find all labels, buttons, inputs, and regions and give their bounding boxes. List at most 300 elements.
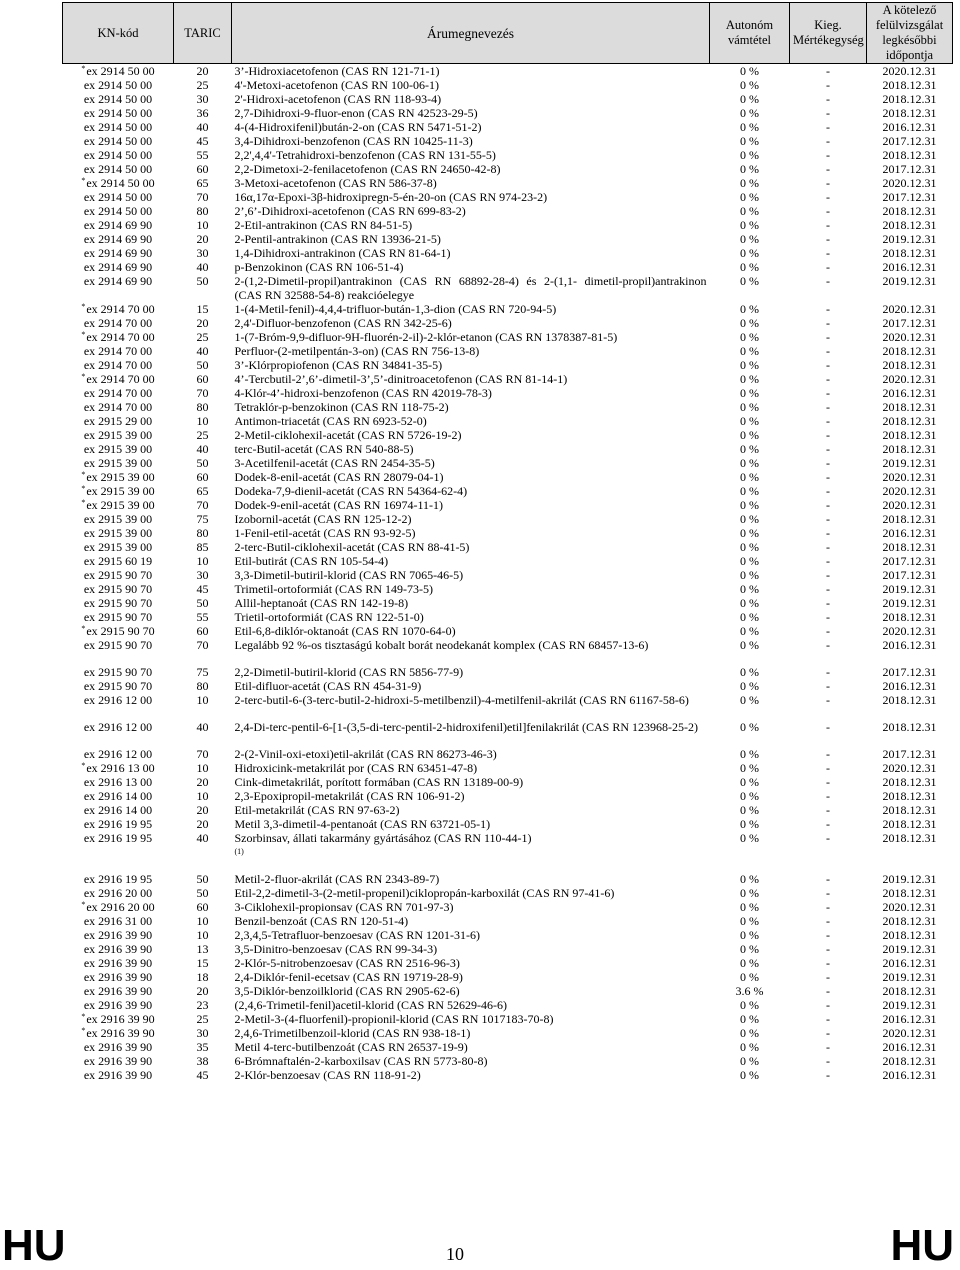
review-date: 2020.12.31 — [882, 176, 937, 190]
taric-code: 70 — [196, 638, 209, 652]
duty-rate: 0 % — [740, 330, 759, 344]
table-row — [63, 817, 953, 831]
product-description: 3,4-Dihidroxi-benzofenon (CAS RN 10425-11-3) — [234, 134, 473, 148]
cn-code-cell — [63, 302, 174, 316]
cn-code-cell — [63, 928, 174, 942]
table-row — [63, 886, 953, 900]
cn-code: ex 2916 39 90 — [86, 1026, 155, 1040]
cn-code: ex 2916 14 00 — [83, 789, 153, 803]
product-description-cell — [232, 316, 710, 330]
duty-rate: 0 % — [740, 761, 759, 775]
product-description-cell — [232, 775, 710, 789]
review-date: 2020.12.31 — [882, 372, 937, 386]
cn-code-cell — [63, 610, 174, 624]
cn-code: ex 2916 39 90 — [83, 942, 153, 956]
product-description-cell — [232, 176, 710, 190]
duty-rate: 0 % — [740, 190, 759, 204]
table-row — [63, 775, 953, 789]
cn-code-cell — [63, 747, 174, 761]
taric-code: 40 — [196, 720, 209, 734]
supplementary-unit: - — [826, 872, 830, 886]
cn-code-cell — [63, 1068, 174, 1082]
duty-rate: 0 % — [740, 720, 759, 734]
cn-code: ex 2914 69 90 — [83, 232, 153, 246]
product-description-cell — [232, 900, 710, 914]
review-date: 2020.12.31 — [882, 761, 937, 775]
row-spacer-cell — [63, 734, 953, 747]
product-description: Etil-6,8-diklór-oktanoát (CAS RN 1070-64-0) — [234, 624, 456, 638]
cn-code: ex 2916 39 90 — [83, 970, 153, 984]
product-description: Etil-metakrilát (CAS RN 97-63-2) — [234, 803, 400, 817]
review-date: 2018.12.31 — [882, 720, 937, 734]
supplementary-unit: - — [826, 232, 830, 246]
supplementary-unit: - — [826, 914, 830, 928]
taric-code: 80 — [196, 400, 209, 414]
product-description-cell — [232, 1054, 710, 1068]
cn-code: ex 2914 50 00 — [86, 176, 155, 190]
taric-code: 50 — [196, 872, 209, 886]
cn-code: ex 2915 39 00 — [83, 442, 153, 456]
change-marker: * — [81, 470, 86, 479]
cn-code-cell — [63, 665, 174, 679]
cn-code-cell — [63, 162, 174, 176]
table-row — [63, 928, 953, 942]
taric-code: 10 — [196, 928, 209, 942]
duty-rate: 0 % — [740, 316, 759, 330]
supplementary-unit: - — [826, 176, 830, 190]
review-date: 2020.12.31 — [882, 1026, 937, 1040]
taric-code: 15 — [196, 956, 209, 970]
table-row — [63, 442, 953, 456]
cn-code: ex 2914 70 00 — [83, 316, 153, 330]
review-date: 2017.12.31 — [882, 568, 937, 582]
supplementary-unit: - — [826, 106, 830, 120]
cn-code-cell — [63, 789, 174, 803]
product-description: 4’-Tercbutil-2’,6’-dimetil-3’,5’-dinitroacetofenon (CAS RN 81-14-1) — [234, 372, 568, 386]
duty-rate: 0 % — [740, 358, 759, 372]
product-description: Antimon-triacetát (CAS RN 6923-52-0) — [234, 414, 427, 428]
duty-rate: 0 % — [740, 134, 759, 148]
table-row — [63, 204, 953, 218]
duty-rate: 0 % — [740, 372, 759, 386]
taric-code: 75 — [196, 665, 209, 679]
product-description-cell — [232, 512, 710, 526]
cn-code: ex 2915 39 00 — [86, 470, 155, 484]
product-description: 2-(1,2-Dimetil-propil)antrakinon (CAS RN 68892-28-4) és 2-(1,1- dimetil-propil)antrakinon (CAS RN 32588-54-8) reakcióelegye — [234, 274, 707, 302]
duty-rate: 0 % — [740, 428, 759, 442]
review-date: 2018.12.31 — [882, 610, 937, 624]
taric-code: 20 — [196, 984, 209, 998]
table-row — [63, 624, 953, 638]
review-date: 2018.12.31 — [882, 540, 937, 554]
supplementary-unit: - — [826, 942, 830, 956]
duty-rate: 0 % — [740, 970, 759, 984]
review-date: 2018.12.31 — [882, 92, 937, 106]
product-description-cell — [232, 1040, 710, 1054]
taric-code: 60 — [196, 162, 209, 176]
change-marker: * — [81, 64, 86, 73]
table-row — [63, 540, 953, 554]
cn-code: ex 2915 90 70 — [83, 665, 153, 679]
taric-code: 65 — [196, 484, 209, 498]
cn-code-cell — [63, 204, 174, 218]
product-description-cell — [232, 886, 710, 900]
product-description: Etil-butirát (CAS RN 105-54-4) — [234, 554, 389, 568]
table-row — [63, 596, 953, 610]
taric-code: 40 — [196, 831, 209, 845]
taric-code: 20 — [196, 64, 209, 78]
change-marker: * — [81, 372, 86, 381]
supplementary-unit: - — [826, 596, 830, 610]
duty-rate: 0 % — [740, 610, 759, 624]
table-row — [63, 316, 953, 330]
supplementary-unit: - — [826, 218, 830, 232]
product-description-cell — [232, 120, 710, 134]
duty-rate: 0 % — [740, 942, 759, 956]
table-row — [63, 372, 953, 386]
product-description: Metil 3,3-dimetil-4-pentanoát (CAS RN 63721-05-1) — [234, 817, 491, 831]
cn-code-cell — [63, 232, 174, 246]
product-description: Trietil-ortoformiát (CAS RN 122-51-0) — [234, 610, 424, 624]
review-date: 2016.12.31 — [882, 956, 937, 970]
supplementary-unit: - — [826, 610, 830, 624]
row-spacer — [63, 652, 953, 665]
cn-code: ex 2914 69 90 — [83, 260, 153, 274]
cn-code: ex 2916 19 95 — [83, 831, 153, 845]
change-marker: * — [81, 484, 86, 493]
duty-rate: 0 % — [740, 64, 759, 78]
supplementary-unit: - — [826, 190, 830, 204]
review-date: 2020.12.31 — [882, 64, 937, 78]
taric-code: 15 — [196, 302, 209, 316]
product-description-cell — [232, 956, 710, 970]
duty-rate: 0 % — [740, 803, 759, 817]
taric-code: 50 — [196, 886, 209, 900]
cn-code-cell — [63, 106, 174, 120]
product-description: 2'-Hidroxi-acetofenon (CAS RN 118-93-4) — [234, 92, 442, 106]
taric-code: 70 — [196, 498, 209, 512]
supplementary-unit: - — [826, 274, 830, 288]
column-header-rate: Autonóm vámtétel — [710, 3, 790, 64]
supplementary-unit: - — [826, 789, 830, 803]
product-description-cell — [232, 998, 710, 1012]
product-description-cell — [232, 638, 710, 652]
table-row — [63, 831, 953, 859]
duty-rate: 0 % — [740, 204, 759, 218]
supplementary-unit: - — [826, 984, 830, 998]
product-description: Benzil-benzoát (CAS RN 120-51-4) — [234, 914, 409, 928]
table-row — [63, 914, 953, 928]
taric-code: 18 — [196, 970, 209, 984]
table-body — [63, 64, 953, 1083]
product-description-cell — [232, 554, 710, 568]
review-date: 2017.12.31 — [882, 316, 937, 330]
taric-code: 10 — [196, 554, 209, 568]
product-description-cell — [232, 568, 710, 582]
supplementary-unit: - — [826, 970, 830, 984]
cn-code-cell — [63, 218, 174, 232]
product-description: 2-(2-Vinil-oxi-etoxi)etil-akrilát (CAS RN 86273-46-3) — [234, 747, 497, 761]
cn-code: ex 2915 90 70 — [83, 638, 153, 652]
supplementary-unit: - — [826, 204, 830, 218]
table-row — [63, 720, 953, 734]
taric-code: 10 — [196, 414, 209, 428]
row-spacer — [63, 707, 953, 720]
table-row — [63, 274, 953, 302]
cn-code: ex 2916 39 90 — [83, 1054, 153, 1068]
cn-code: ex 2914 50 00 — [83, 162, 153, 176]
duty-rate: 0 % — [740, 679, 759, 693]
taric-code: 25 — [196, 78, 209, 92]
supplementary-unit: - — [826, 803, 830, 817]
cn-code-cell — [63, 246, 174, 260]
cn-code: ex 2914 50 00 — [86, 64, 155, 78]
supplementary-unit: - — [826, 693, 830, 707]
cn-code-cell — [63, 400, 174, 414]
table-row — [63, 1068, 953, 1082]
product-description-cell — [232, 789, 710, 803]
duty-rate: 0 % — [740, 246, 759, 260]
cn-code: ex 2915 90 70 — [83, 610, 153, 624]
supplementary-unit: - — [826, 316, 830, 330]
product-description-cell — [232, 484, 710, 498]
cn-code: ex 2914 69 90 — [83, 246, 153, 260]
cn-code: ex 2916 12 00 — [83, 747, 153, 761]
taric-code: 20 — [196, 775, 209, 789]
product-description: 1-(7-Bróm-9,9-difluor-9H-fluorén-2-il)-2-klór-etanon (CAS RN 1378387-81-5) — [234, 330, 618, 344]
duty-rate: 0 % — [740, 914, 759, 928]
cn-code-cell — [63, 456, 174, 470]
supplementary-unit: - — [826, 330, 830, 344]
taric-code: 20 — [196, 316, 209, 330]
cn-code: ex 2914 50 00 — [83, 92, 153, 106]
product-description-cell — [232, 260, 710, 274]
product-description: 4-(4-Hidroxifenil)bután-2-on (CAS RN 5471-51-2) — [234, 120, 482, 134]
table-row — [63, 610, 953, 624]
product-description: p-Benzokinon (CAS RN 106-51-4) — [234, 260, 404, 274]
duty-rate: 0 % — [740, 554, 759, 568]
table-row — [63, 761, 953, 775]
product-description: 6-Brómnaftalén-2-karboxilsav (CAS RN 5773-80-8) — [234, 1054, 488, 1068]
product-description: 2-Metil-ciklohexil-acetát (CAS RN 5726-19-2) — [234, 428, 462, 442]
change-marker: * — [81, 302, 86, 311]
product-description-cell — [232, 720, 710, 734]
cn-code-cell — [63, 900, 174, 914]
cn-code-cell — [63, 190, 174, 204]
taric-code: 13 — [196, 942, 209, 956]
cn-code: ex 2916 39 90 — [83, 998, 153, 1012]
taric-code: 70 — [196, 386, 209, 400]
taric-code: 20 — [196, 817, 209, 831]
supplementary-unit: - — [826, 498, 830, 512]
product-description-cell — [232, 540, 710, 554]
product-description-cell — [232, 78, 710, 92]
cn-code: ex 2914 69 90 — [83, 274, 153, 288]
table-row — [63, 120, 953, 134]
taric-code: 40 — [196, 120, 209, 134]
cn-code: ex 2916 39 90 — [83, 984, 153, 998]
product-description: 2-terc-Butil-ciklohexil-acetát (CAS RN 88-41-5) — [234, 540, 470, 554]
review-date: 2018.12.31 — [882, 78, 937, 92]
table-row — [63, 970, 953, 984]
duty-rate: 0 % — [740, 456, 759, 470]
product-description-cell — [232, 400, 710, 414]
review-date: 2017.12.31 — [882, 190, 937, 204]
cn-code-cell — [63, 761, 174, 775]
cn-code: ex 2915 90 70 — [83, 582, 153, 596]
review-date: 2019.12.31 — [882, 970, 937, 984]
review-date: 2018.12.31 — [882, 817, 937, 831]
cn-code: ex 2915 90 70 — [83, 596, 153, 610]
cn-code: ex 2915 39 00 — [83, 456, 153, 470]
supplementary-unit: - — [826, 260, 830, 274]
supplementary-unit: - — [826, 582, 830, 596]
review-date: 2018.12.31 — [882, 358, 937, 372]
cn-code: ex 2914 70 00 — [83, 344, 153, 358]
duty-rate: 0 % — [740, 900, 759, 914]
review-date: 2018.12.31 — [882, 512, 937, 526]
taric-code: 10 — [196, 218, 209, 232]
table-row — [63, 582, 953, 596]
table-row — [63, 900, 953, 914]
cn-code-cell — [63, 1054, 174, 1068]
cn-code-cell — [63, 330, 174, 344]
review-date: 2018.12.31 — [882, 1054, 937, 1068]
taric-code: 65 — [196, 176, 209, 190]
cn-code: ex 2914 50 00 — [83, 204, 153, 218]
review-date: 2018.12.31 — [882, 831, 937, 845]
product-description-cell — [232, 190, 710, 204]
supplementary-unit: - — [826, 1012, 830, 1026]
review-date: 2020.12.31 — [882, 484, 937, 498]
duty-rate: 0 % — [740, 442, 759, 456]
supplementary-unit: - — [826, 1026, 830, 1040]
cn-code-cell — [63, 596, 174, 610]
supplementary-unit: - — [826, 344, 830, 358]
product-description: Dodeka-7,9-dienil-acetát (CAS RN 54364-62-4) — [234, 484, 468, 498]
taric-code: 70 — [196, 190, 209, 204]
supplementary-unit: - — [826, 512, 830, 526]
supplementary-unit: - — [826, 428, 830, 442]
product-description: 2,4,6-Trimetilbenzoil-klorid (CAS RN 938-18-1) — [234, 1026, 471, 1040]
supplementary-unit: - — [826, 386, 830, 400]
duty-rate: 0 % — [740, 568, 759, 582]
cn-code-cell — [63, 942, 174, 956]
product-description-cell — [232, 246, 710, 260]
product-description-cell — [232, 470, 710, 484]
supplementary-unit: - — [826, 78, 830, 92]
duty-rate: 0 % — [740, 582, 759, 596]
review-date: 2020.12.31 — [882, 498, 937, 512]
product-description-cell — [232, 218, 710, 232]
review-date: 2018.12.31 — [882, 246, 937, 260]
taric-code: 35 — [196, 1040, 209, 1054]
supplementary-unit: - — [826, 900, 830, 914]
review-date: 2020.12.31 — [882, 624, 937, 638]
review-date: 2017.12.31 — [882, 747, 937, 761]
table-row — [63, 693, 953, 707]
taric-code: 10 — [196, 789, 209, 803]
product-description-cell — [232, 302, 710, 316]
review-date: 2019.12.31 — [882, 998, 937, 1012]
duty-rate: 0 % — [740, 1068, 759, 1082]
cn-code: ex 2914 50 00 — [83, 106, 153, 120]
cn-code-cell — [63, 386, 174, 400]
change-marker: * — [81, 1026, 86, 1035]
cn-code-cell — [63, 274, 174, 302]
duty-rate: 0 % — [740, 817, 759, 831]
row-spacer — [63, 859, 953, 872]
product-description: 1,4-Dihidroxi-antrakinon (CAS RN 81-64-1) — [234, 246, 451, 260]
review-date: 2019.12.31 — [882, 872, 937, 886]
supplementary-unit: - — [826, 665, 830, 679]
product-description-cell — [232, 984, 710, 998]
row-spacer-cell — [63, 707, 953, 720]
product-description: Izobornil-acetát (CAS RN 125-12-2) — [234, 512, 412, 526]
product-description-cell — [232, 232, 710, 246]
table-row — [63, 665, 953, 679]
review-date: 2018.12.31 — [882, 442, 937, 456]
product-description-cell — [232, 817, 710, 831]
cn-code: ex 2914 70 00 — [83, 358, 153, 372]
taric-code: 80 — [196, 204, 209, 218]
product-description-cell — [232, 498, 710, 512]
duty-rate: 0 % — [740, 1026, 759, 1040]
duty-rate: 0 % — [740, 928, 759, 942]
review-date: 2017.12.31 — [882, 554, 937, 568]
table-row — [63, 106, 953, 120]
column-header-kn: KN-kód — [63, 3, 174, 64]
table-row — [63, 246, 953, 260]
product-description: 2,4'-Difluor-benzofenon (CAS RN 342-25-6) — [234, 316, 452, 330]
review-date: 2018.12.31 — [882, 414, 937, 428]
supplementary-unit: - — [826, 1068, 830, 1082]
change-marker: * — [81, 176, 86, 185]
table-row — [63, 456, 953, 470]
row-spacer-cell — [63, 859, 953, 872]
cn-code-cell — [63, 886, 174, 900]
duty-rate: 0 % — [740, 693, 759, 707]
taric-code: 55 — [196, 148, 209, 162]
supplementary-unit: - — [826, 358, 830, 372]
product-description-cell — [232, 526, 710, 540]
product-description-cell — [232, 274, 710, 302]
duty-rate: 0 % — [740, 1040, 759, 1054]
table-row — [63, 1040, 953, 1054]
table-row — [63, 190, 953, 204]
review-date: 2016.12.31 — [882, 120, 937, 134]
taric-code: 75 — [196, 512, 209, 526]
supplementary-unit: - — [826, 554, 830, 568]
cn-code-cell — [63, 148, 174, 162]
review-date: 2018.12.31 — [882, 789, 937, 803]
cn-code: ex 2916 14 00 — [83, 803, 153, 817]
footnote-reference: (1) — [234, 847, 244, 856]
cn-code: ex 2915 90 70 — [83, 568, 153, 582]
review-date: 2019.12.31 — [882, 232, 937, 246]
table-row — [63, 400, 953, 414]
taric-code: 25 — [196, 428, 209, 442]
table-row — [63, 176, 953, 190]
taric-code: 38 — [196, 1054, 209, 1068]
review-date: 2016.12.31 — [882, 1012, 937, 1026]
product-description: 2,2-Dimetil-butiril-klorid (CAS RN 5856-77-9) — [234, 665, 464, 679]
taric-code: 30 — [196, 568, 209, 582]
cn-code-cell — [63, 260, 174, 274]
product-description-cell — [232, 204, 710, 218]
duty-rate: 0 % — [740, 624, 759, 638]
table-row — [63, 218, 953, 232]
